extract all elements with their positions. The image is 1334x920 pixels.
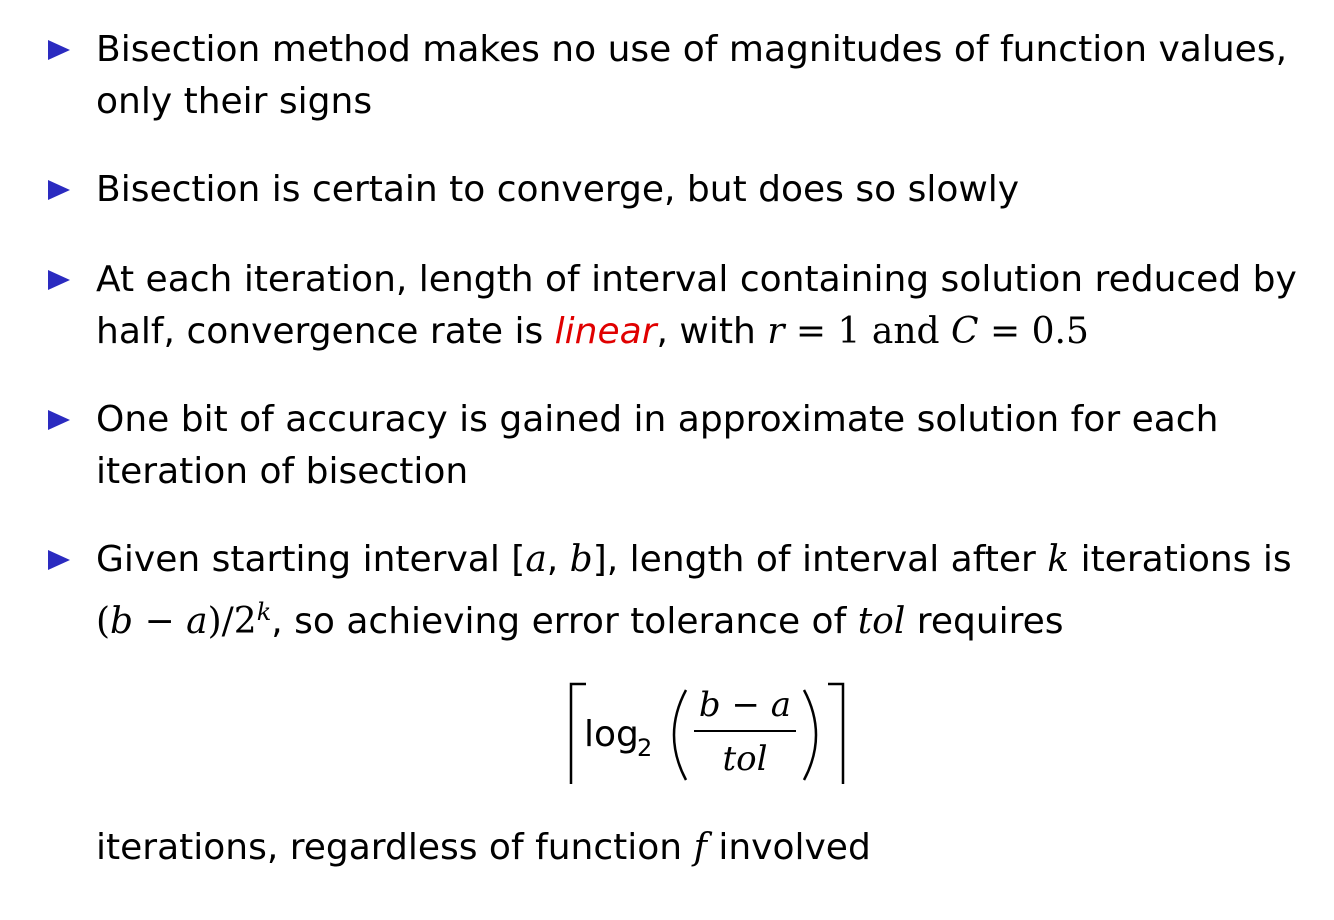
bullet-text xyxy=(96,254,1298,358)
text-segment: iterations is xyxy=(1069,539,1292,580)
bullet-text xyxy=(96,24,1298,128)
math-variable-r: r xyxy=(767,311,785,352)
text-line xyxy=(96,306,1298,358)
bullet-text xyxy=(96,394,1298,498)
math-variable-b: b xyxy=(110,601,134,642)
text-segment: iterations, regardless of function xyxy=(96,827,694,868)
math-variable-a: a xyxy=(186,601,208,642)
text-line: iteration of bisection xyxy=(96,451,469,492)
text-line: One bit of accuracy is gained in approximate solution for each xyxy=(96,399,1219,440)
text-line: Bisection is certain to converge, but does so slowly xyxy=(96,169,1020,210)
log-base: 2 xyxy=(637,734,653,762)
right-ceiling-bracket xyxy=(828,684,843,784)
math-exponent-k: k xyxy=(256,598,272,626)
math-variable-k: k xyxy=(1047,539,1070,580)
math-equals-1: = 1 and xyxy=(784,311,951,352)
text-line xyxy=(96,534,1298,586)
math-equals-05: = 0.5 xyxy=(978,311,1089,352)
bullet-item-5 xyxy=(48,534,1298,648)
left-paren xyxy=(674,690,686,780)
bullet-triangle-icon xyxy=(48,270,70,290)
text-segment: involved xyxy=(706,827,871,868)
math-variable-a: a xyxy=(525,539,547,580)
text-segment: Given starting interval [ xyxy=(96,539,526,580)
bullet-item-1 xyxy=(48,24,1298,128)
math-paren: ( xyxy=(96,601,111,642)
bullet-text xyxy=(96,164,1298,216)
fraction-denominator: tol xyxy=(722,739,768,779)
text-line: only their signs xyxy=(96,81,373,122)
text-segment: requires xyxy=(905,601,1064,642)
closing-text xyxy=(96,822,871,874)
math-variable-c: C xyxy=(951,311,979,352)
bullet-item-4 xyxy=(48,394,1298,498)
math-variable-tol: tol xyxy=(857,601,906,642)
right-paren xyxy=(804,690,816,780)
bullet-triangle-icon xyxy=(48,40,70,60)
bullet-item-2 xyxy=(48,164,1298,216)
text-line: Bisection method makes no use of magnitudes of function values, xyxy=(96,29,1288,70)
bullet-text xyxy=(96,534,1298,648)
ceiling-log-formula xyxy=(566,680,856,790)
text-segment: , xyxy=(546,539,570,580)
log-text: log xyxy=(584,714,639,755)
text-segment: half, convergence rate is xyxy=(96,311,555,352)
emphasis-linear: linear xyxy=(554,311,657,352)
text-line xyxy=(96,586,1298,648)
math-divide-two: )/2 xyxy=(207,601,257,642)
bullet-triangle-icon xyxy=(48,410,70,430)
math-minus: − xyxy=(133,601,187,642)
fraction-numerator: b − a xyxy=(698,685,792,725)
text-segment: , with xyxy=(656,311,768,352)
text-segment: , so achieving error tolerance of xyxy=(271,601,858,642)
math-variable-b: b xyxy=(569,539,593,580)
text-segment: ], length of interval after xyxy=(592,539,1048,580)
math-variable-f: f xyxy=(693,827,707,868)
bullet-item-3 xyxy=(48,254,1298,358)
bullet-triangle-icon xyxy=(48,180,70,200)
text-line: At each iteration, length of interval containing solution reduced by xyxy=(96,259,1297,300)
bullet-triangle-icon xyxy=(48,550,70,570)
